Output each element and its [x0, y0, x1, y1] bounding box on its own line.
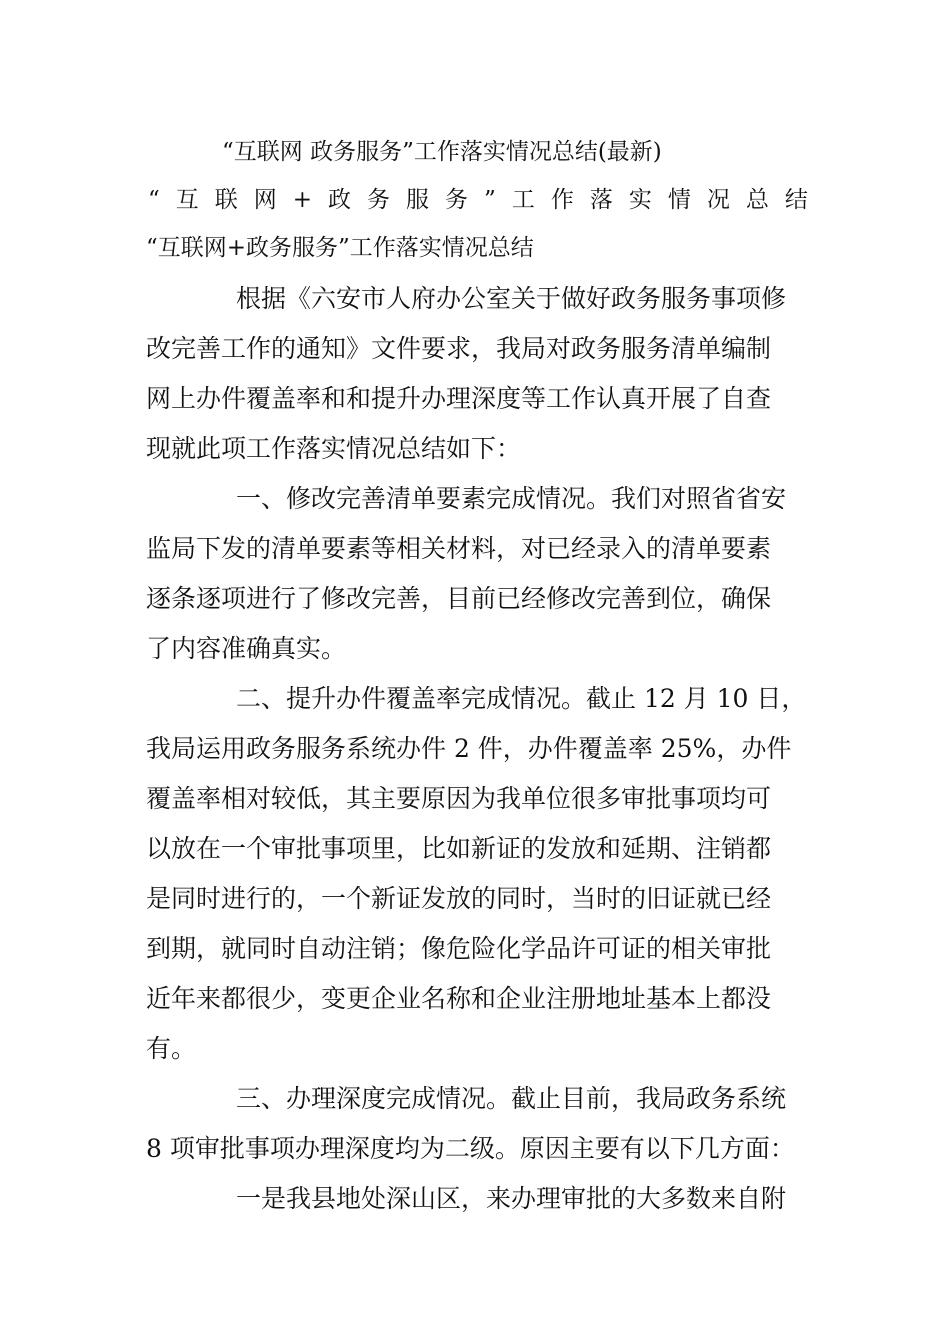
paragraph-line: 现就此项工作落实情况总结如下：	[146, 434, 522, 463]
paragraph-line: 覆盖率相对较低，其主要原因为我单位很多审批事项均可	[146, 784, 772, 813]
paragraph-line: 近年来都很少，变更企业名称和企业注册地址基本上都没	[146, 984, 772, 1013]
paragraph-line: 二、提升办件覆盖率完成情况。截止 12 月 10 日，	[236, 684, 807, 713]
document-heading: “互联网+政务服务”工作落实情况总结	[146, 235, 534, 261]
paragraph-line: 有。	[146, 1034, 197, 1063]
paragraph-line: 改完善工作的通知》文件要求，我局对政务服务清单编制	[146, 334, 772, 363]
paragraph-line: 了内容准确真实。	[146, 634, 347, 663]
document-subtitle: “ 互 联 网 + 政 务 服 务 ” 工 作 落 实 情 况 总 结	[148, 187, 808, 213]
paragraph-line: 一、修改完善清单要素完成情况。我们对照省省安	[236, 484, 787, 513]
paragraph-line: 三、办理深度完成情况。截止目前，我局政务系统	[236, 1084, 787, 1113]
paragraph-line: 一是我县地处深山区，来办理审批的大多数来自附	[236, 1184, 787, 1213]
paragraph-line: 是同时进行的，一个新证发放的同时，当时的旧证就已经	[146, 884, 772, 913]
paragraph-line: 以放在一个审批事项里，比如新证的发放和延期、注销都	[146, 834, 772, 863]
paragraph-line: 8 项审批事项办理深度均为二级。原因主要有以下几方面：	[146, 1134, 795, 1163]
paragraph-line: 我局运用政务服务系统办件 2 件，办件覆盖率 25%，办件	[146, 734, 792, 763]
document-title: “互联网 政务服务”工作落实情况总结(最新)	[222, 139, 662, 165]
paragraph-line: 网上办件覆盖率和和提升办理深度等工作认真开展了自查	[146, 384, 772, 413]
paragraph-line: 逐条逐项进行了修改完善，目前已经修改完善到位，确保	[146, 584, 772, 613]
paragraph-line: 根据《六安市人府办公室关于做好政务服务事项修	[236, 284, 787, 313]
paragraph-line: 到期，就同时自动注销；像危险化学品许可证的相关审批	[146, 934, 772, 963]
paragraph-line: 监局下发的清单要素等相关材料，对已经录入的清单要素	[146, 534, 772, 563]
